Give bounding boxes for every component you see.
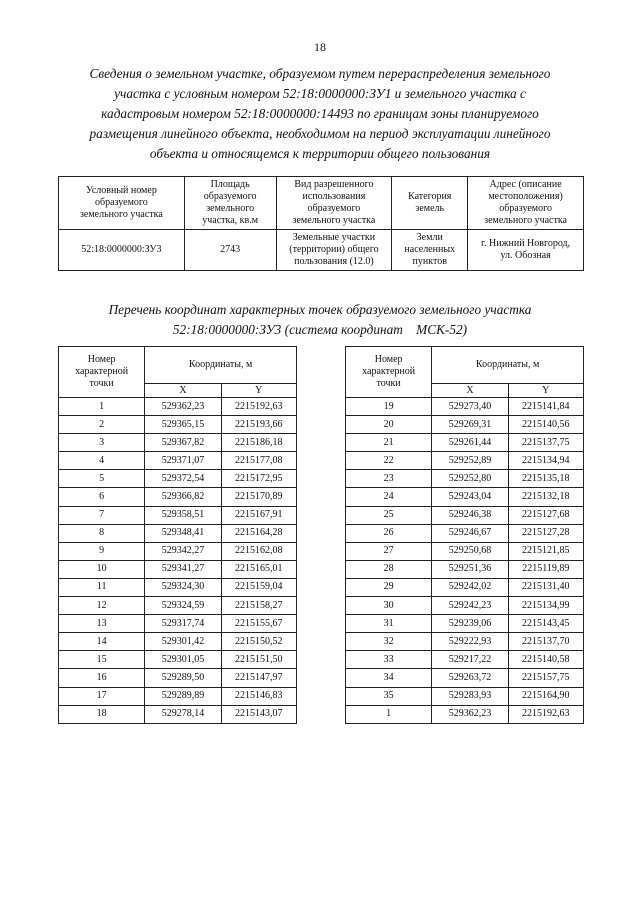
header-line: местоположения): [488, 191, 563, 202]
header-line: земельного участка: [484, 215, 567, 226]
point-number-cell: 3: [59, 434, 145, 452]
header-permitted-use: [276, 177, 392, 230]
y-cell: 2215165,01: [221, 560, 296, 578]
y-cell: 2215134,99: [508, 597, 583, 615]
point-number-cell: 8: [59, 524, 145, 542]
point-number-cell: 26: [346, 524, 432, 542]
cell-line: г. Нижний Новгород,: [481, 238, 571, 249]
cell-line: 52:18:0000000:ЗУ3: [81, 244, 162, 255]
coordinate-row: [346, 506, 584, 524]
y-cell: 2215147,97: [221, 669, 296, 687]
coordinate-row: [346, 669, 584, 687]
x-cell: 529246,67: [432, 524, 508, 542]
point-number-cell: 27: [346, 542, 432, 560]
point-number-cell: 10: [59, 560, 145, 578]
point-number-cell: 19: [346, 398, 432, 416]
x-cell: 529362,23: [432, 705, 508, 723]
x-cell: 529371,07: [145, 452, 221, 470]
section1-title-line: объекта и относящемся к территории общего пользования: [149, 146, 491, 161]
header-coordinates: Координаты, м: [432, 347, 584, 384]
point-number-cell: 2: [59, 416, 145, 434]
point-number-cell: 12: [59, 597, 145, 615]
x-cell: 529263,72: [432, 669, 508, 687]
parcel-info-header-row: [59, 177, 584, 230]
y-cell: 2215172,95: [221, 470, 296, 488]
header-point-number: [346, 347, 432, 398]
x-cell: 529239,06: [432, 615, 508, 633]
x-cell: 529252,89: [432, 452, 508, 470]
point-number-cell: 9: [59, 542, 145, 560]
cell-line: (территории) общего: [289, 244, 379, 255]
y-cell: 2215151,50: [221, 651, 296, 669]
header-y: Y: [221, 384, 296, 398]
coordinate-row: [59, 506, 297, 524]
header-y: Y: [508, 384, 583, 398]
section2-title-line: Перечень координат характерных точек образуемого земельного участка: [108, 302, 532, 317]
coordinate-row: [59, 705, 297, 723]
x-cell: 529367,82: [145, 434, 221, 452]
header-x: X: [145, 384, 221, 398]
cell-line: населенных: [404, 244, 456, 255]
coordinate-row: [59, 578, 297, 596]
header-line: Адрес (описание: [489, 179, 562, 190]
point-number-cell: 4: [59, 452, 145, 470]
coordinate-row: [59, 633, 297, 651]
point-number-cell: 11: [59, 578, 145, 596]
y-cell: 2215170,89: [221, 488, 296, 506]
point-number-cell: 32: [346, 633, 432, 651]
section1-title-line: участка с условным номером 52:18:0000000:ЗУ1 и земельного участка с: [114, 86, 526, 101]
y-cell: 2215164,28: [221, 524, 296, 542]
coordinate-row: [346, 434, 584, 452]
header-line: Номер: [87, 354, 116, 365]
point-number-cell: 20: [346, 416, 432, 434]
cell-address: [468, 230, 584, 271]
x-cell: 529242,23: [432, 597, 508, 615]
coordinate-row: [346, 416, 584, 434]
y-cell: 2215192,63: [221, 398, 296, 416]
x-cell: 529342,27: [145, 542, 221, 560]
y-cell: 2215140,58: [508, 651, 583, 669]
x-cell: 529348,41: [145, 524, 221, 542]
coordinate-row: [346, 651, 584, 669]
y-cell: 2215143,07: [221, 705, 296, 723]
point-number-cell: 23: [346, 470, 432, 488]
cell-area: [184, 230, 276, 271]
section2-title: [58, 300, 582, 340]
y-cell: 2215137,75: [508, 434, 583, 452]
y-cell: 2215155,67: [221, 615, 296, 633]
header-line: образуемого: [307, 203, 361, 214]
section1-title: [58, 64, 582, 164]
cell-line: пользования (12.0): [294, 256, 374, 267]
cell-line: пунктов: [412, 256, 447, 267]
y-cell: 2215192,63: [508, 705, 583, 723]
header-point-number: [59, 347, 145, 398]
coordinate-row: [346, 398, 584, 416]
header-line: земельного участка: [79, 209, 163, 220]
y-cell: 2215143,45: [508, 615, 583, 633]
coordinate-row: [346, 560, 584, 578]
coordinate-row: [59, 524, 297, 542]
coordinate-row: [346, 524, 584, 542]
coordinate-row: [59, 452, 297, 470]
x-cell: 529250,68: [432, 542, 508, 560]
point-number-cell: 1: [59, 398, 145, 416]
coordinate-row: [59, 560, 297, 578]
point-number-cell: 35: [346, 687, 432, 705]
header-line: образуемого: [499, 203, 552, 214]
y-cell: 2215146,83: [221, 687, 296, 705]
point-number-cell: 31: [346, 615, 432, 633]
x-cell: 529317,74: [145, 615, 221, 633]
y-cell: 2215137,70: [508, 633, 583, 651]
coordinate-row: [346, 687, 584, 705]
page-number: 18: [314, 40, 326, 54]
header-coordinates: Координаты, м: [145, 347, 297, 384]
x-cell: 529222,93: [432, 633, 508, 651]
coordinate-row: [59, 398, 297, 416]
y-cell: 2215132,18: [508, 488, 583, 506]
coordinate-row: [59, 434, 297, 452]
coordinates-table-right: [345, 346, 584, 724]
coordinate-row: [59, 597, 297, 615]
coordinate-row: [346, 542, 584, 560]
coordinate-row: [59, 669, 297, 687]
x-cell: 529301,42: [145, 633, 221, 651]
x-cell: 529246,38: [432, 506, 508, 524]
header-line: земель: [415, 203, 445, 214]
header-x: X: [432, 384, 508, 398]
point-number-cell: 34: [346, 669, 432, 687]
cell-line: 2743: [220, 244, 241, 255]
section2-title-line: 52:18:0000000:ЗУ3 (система координат МСК-52): [172, 322, 468, 337]
point-number-cell: 7: [59, 506, 145, 524]
x-cell: 529252,80: [432, 470, 508, 488]
cell-cadastral-number: [59, 230, 185, 271]
coordinate-row: [346, 470, 584, 488]
y-cell: 2215177,08: [221, 452, 296, 470]
x-cell: 529269,31: [432, 416, 508, 434]
header-line: Площадь: [210, 179, 250, 190]
header-cadastral-number: [59, 177, 185, 230]
coordinate-row: [346, 488, 584, 506]
cell-land-category: [392, 230, 468, 271]
x-cell: 529362,23: [145, 398, 221, 416]
y-cell: 2215167,91: [221, 506, 296, 524]
y-cell: 2215186,18: [221, 434, 296, 452]
section1-title-line: кадастровым номером 52:18:0000000:14493 по границам зоны планируемого: [101, 106, 539, 121]
y-cell: 2215150,52: [221, 633, 296, 651]
header-line: точки: [89, 378, 114, 389]
point-number-cell: 13: [59, 615, 145, 633]
header-line: образуемого: [95, 197, 148, 208]
point-number-cell: 16: [59, 669, 145, 687]
coordinate-row: [59, 542, 297, 560]
y-cell: 2215127,28: [508, 524, 583, 542]
x-cell: 529242,02: [432, 578, 508, 596]
x-cell: 529289,89: [145, 687, 221, 705]
coords-header-row: [59, 347, 297, 384]
y-cell: 2215135,18: [508, 470, 583, 488]
header-line: характерной: [362, 366, 416, 377]
header-line: использования: [302, 191, 366, 202]
header-address: [468, 177, 584, 230]
y-cell: 2215140,56: [508, 416, 583, 434]
header-line: участка, кв.м: [202, 215, 259, 226]
coordinate-row: [59, 470, 297, 488]
x-cell: 529366,82: [145, 488, 221, 506]
coordinate-row: [59, 488, 297, 506]
point-number-cell: 18: [59, 705, 145, 723]
point-number-cell: 25: [346, 506, 432, 524]
cell-permitted-use: [276, 230, 392, 271]
coordinate-row: [346, 615, 584, 633]
y-cell: 2215127,68: [508, 506, 583, 524]
coordinate-row: [59, 615, 297, 633]
header-line: земельного участка: [292, 215, 376, 226]
section1-title-line: размещения линейного объекта, необходимом на период эксплуатации линейного: [89, 126, 551, 141]
coordinate-row: [346, 633, 584, 651]
x-cell: 529365,15: [145, 416, 221, 434]
header-line: Условный номер: [85, 185, 157, 196]
header-line: образуемого: [203, 191, 257, 202]
point-number-cell: 15: [59, 651, 145, 669]
x-cell: 529278,14: [145, 705, 221, 723]
point-number-cell: 1: [346, 705, 432, 723]
point-number-cell: 22: [346, 452, 432, 470]
coordinate-row: [346, 597, 584, 615]
point-number-cell: 30: [346, 597, 432, 615]
y-cell: 2215159,04: [221, 578, 296, 596]
point-number-cell: 6: [59, 488, 145, 506]
x-cell: 529251,36: [432, 560, 508, 578]
point-number-cell: 21: [346, 434, 432, 452]
header-line: Вид разрешенного: [294, 179, 374, 190]
y-cell: 2215158,27: [221, 597, 296, 615]
point-number-cell: 24: [346, 488, 432, 506]
x-cell: 529358,51: [145, 506, 221, 524]
coordinates-left-body: [59, 398, 297, 724]
x-cell: 529261,44: [432, 434, 508, 452]
header-line: точки: [376, 378, 401, 389]
section1-title-line: Сведения о земельном участке, образуемом путем перераспределения земельного: [89, 66, 551, 81]
y-cell: 2215193,66: [221, 416, 296, 434]
y-cell: 2215141,84: [508, 398, 583, 416]
header-land-category: [392, 177, 468, 230]
coordinate-row: [59, 416, 297, 434]
point-number-cell: 5: [59, 470, 145, 488]
point-number-cell: 33: [346, 651, 432, 669]
coordinate-row: [59, 651, 297, 669]
point-number-cell: 29: [346, 578, 432, 596]
y-cell: 2215164,90: [508, 687, 583, 705]
x-cell: 529324,30: [145, 578, 221, 596]
header-line: характерной: [75, 366, 129, 377]
x-cell: 529289,50: [145, 669, 221, 687]
y-cell: 2215162,08: [221, 542, 296, 560]
x-cell: 529324,59: [145, 597, 221, 615]
x-cell: 529243,04: [432, 488, 508, 506]
coordinates-right-body: [346, 398, 584, 724]
header-line: земельного: [206, 203, 255, 214]
coordinate-row: [346, 705, 584, 723]
coordinates-table-left: [58, 346, 297, 724]
y-cell: 2215157,75: [508, 669, 583, 687]
coordinate-row: [59, 687, 297, 705]
x-cell: 529372,54: [145, 470, 221, 488]
cell-line: Земельные участки: [292, 232, 376, 243]
cell-line: Земли: [416, 232, 443, 243]
y-cell: 2215134,94: [508, 452, 583, 470]
y-cell: 2215131,40: [508, 578, 583, 596]
point-number-cell: 28: [346, 560, 432, 578]
x-cell: 529283,93: [432, 687, 508, 705]
coordinate-row: [346, 578, 584, 596]
header-area: [184, 177, 276, 230]
header-line: Категория: [408, 191, 452, 202]
x-cell: 529273,40: [432, 398, 508, 416]
y-cell: 2215119,89: [508, 560, 583, 578]
y-cell: 2215121,85: [508, 542, 583, 560]
cell-line: ул. Обозная: [500, 250, 551, 261]
parcel-info-row: [59, 230, 584, 271]
parcel-info-table: [58, 176, 584, 271]
coordinate-row: [346, 452, 584, 470]
x-cell: 529341,27: [145, 560, 221, 578]
point-number-cell: 17: [59, 687, 145, 705]
coords-header-row: [346, 347, 584, 384]
point-number-cell: 14: [59, 633, 145, 651]
x-cell: 529217,22: [432, 651, 508, 669]
x-cell: 529301,05: [145, 651, 221, 669]
header-line: Номер: [374, 354, 403, 365]
